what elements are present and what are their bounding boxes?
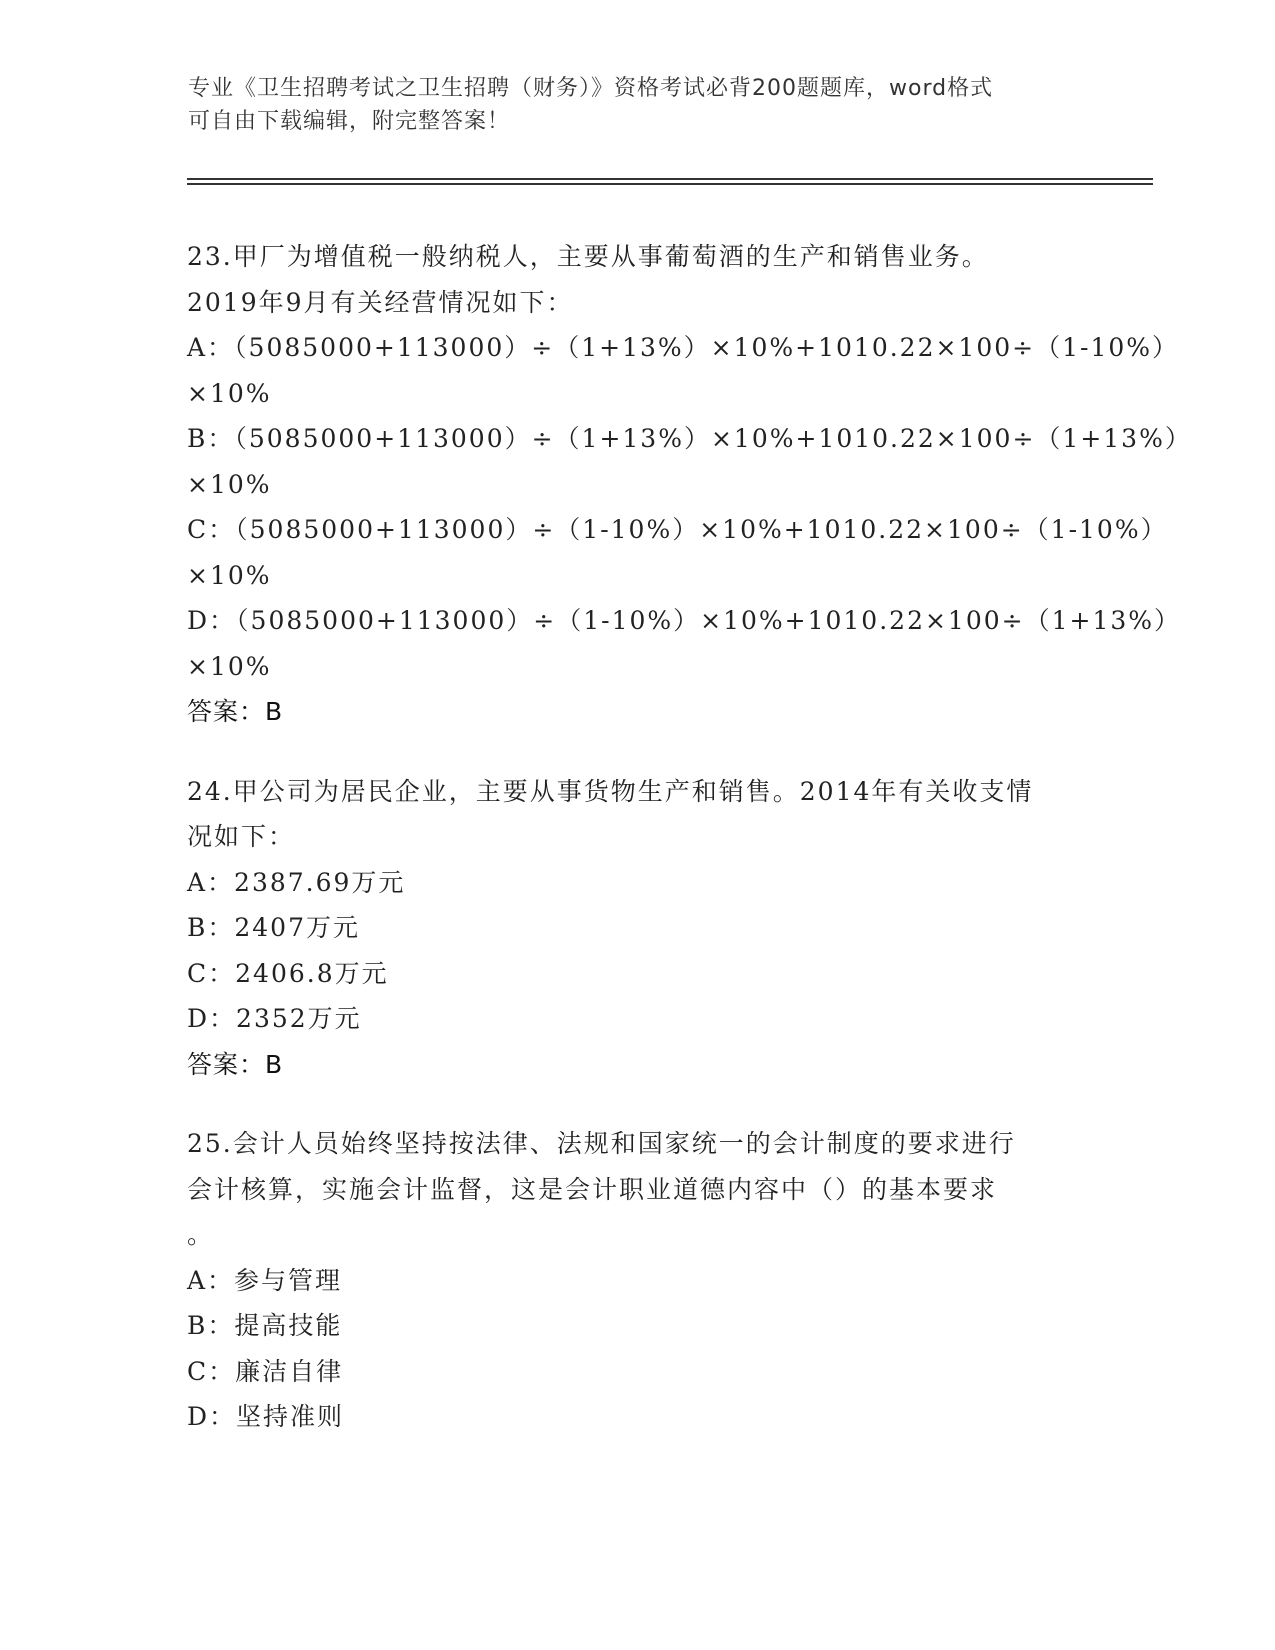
question-stem-line: 况如下：	[187, 822, 296, 851]
option-a: A：（5085000+113000）÷（1+13%）×10%+1010.22×100÷（1-10%）	[187, 333, 1180, 362]
header-divider-bottom	[187, 183, 1153, 185]
option-d: D：坚持准则	[187, 1402, 345, 1431]
question-stem-line: 24.甲公司为居民企业，主要从事货物生产和销售。2014年有关收支情	[187, 776, 1034, 806]
header-divider-top	[187, 178, 1153, 180]
option-c: C：廉洁自律	[187, 1356, 344, 1386]
option-a-continued: ×10%	[187, 378, 272, 408]
option-d-continued: ×10%	[187, 651, 272, 681]
option-a: A：2387.69万元	[187, 867, 406, 897]
option-b-continued: ×10%	[187, 469, 272, 499]
option-b: B：2407万元	[187, 913, 360, 942]
document-header	[188, 72, 1088, 138]
header-line-2: 可自由下载编辑，附完整答案！	[188, 109, 511, 134]
option-d: D：（5085000+113000）÷（1-10%）×10%+1010.22×100÷（1+13%）	[187, 606, 1182, 635]
option-d: D：2352万元	[187, 1004, 362, 1033]
question-stem-line: 25.会计人员始终坚持按法律、法规和国家统一的会计制度的要求进行	[187, 1129, 1016, 1158]
answer-line: 答案：B	[187, 697, 284, 726]
question-stem-line: 。	[187, 1220, 215, 1249]
question-stem-line: 2019年9月有关经营情况如下：	[187, 287, 574, 317]
question-25	[187, 1121, 1087, 1440]
option-c: C：（5085000+113000）÷（1-10%）×10%+1010.22×100÷（1-10%）	[187, 515, 1168, 544]
question-list	[187, 234, 1192, 1474]
question-24	[187, 769, 1087, 1088]
option-b: B：（5085000+113000）÷（1+13%）×10%+1010.22×100÷（1+13%）	[187, 424, 1192, 453]
question-stem-line: 23.甲厂为增值税一般纳税人，主要从事葡萄酒的生产和销售业务。	[187, 242, 989, 271]
option-b: B：提高技能	[187, 1311, 343, 1340]
header-line-1: 专业《卫生招聘考试之卫生招聘（财务）》资格考试必背200题题库，word格式	[188, 76, 994, 101]
option-a: A：参与管理	[187, 1265, 343, 1295]
question-23	[187, 234, 1192, 735]
question-stem-line: 会计核算，实施会计监督，这是会计职业道德内容中（）的基本要求	[187, 1174, 998, 1204]
option-c-continued: ×10%	[187, 560, 272, 590]
answer-line: 答案：B	[187, 1049, 284, 1079]
option-c: C：2406.8万元	[187, 958, 389, 988]
